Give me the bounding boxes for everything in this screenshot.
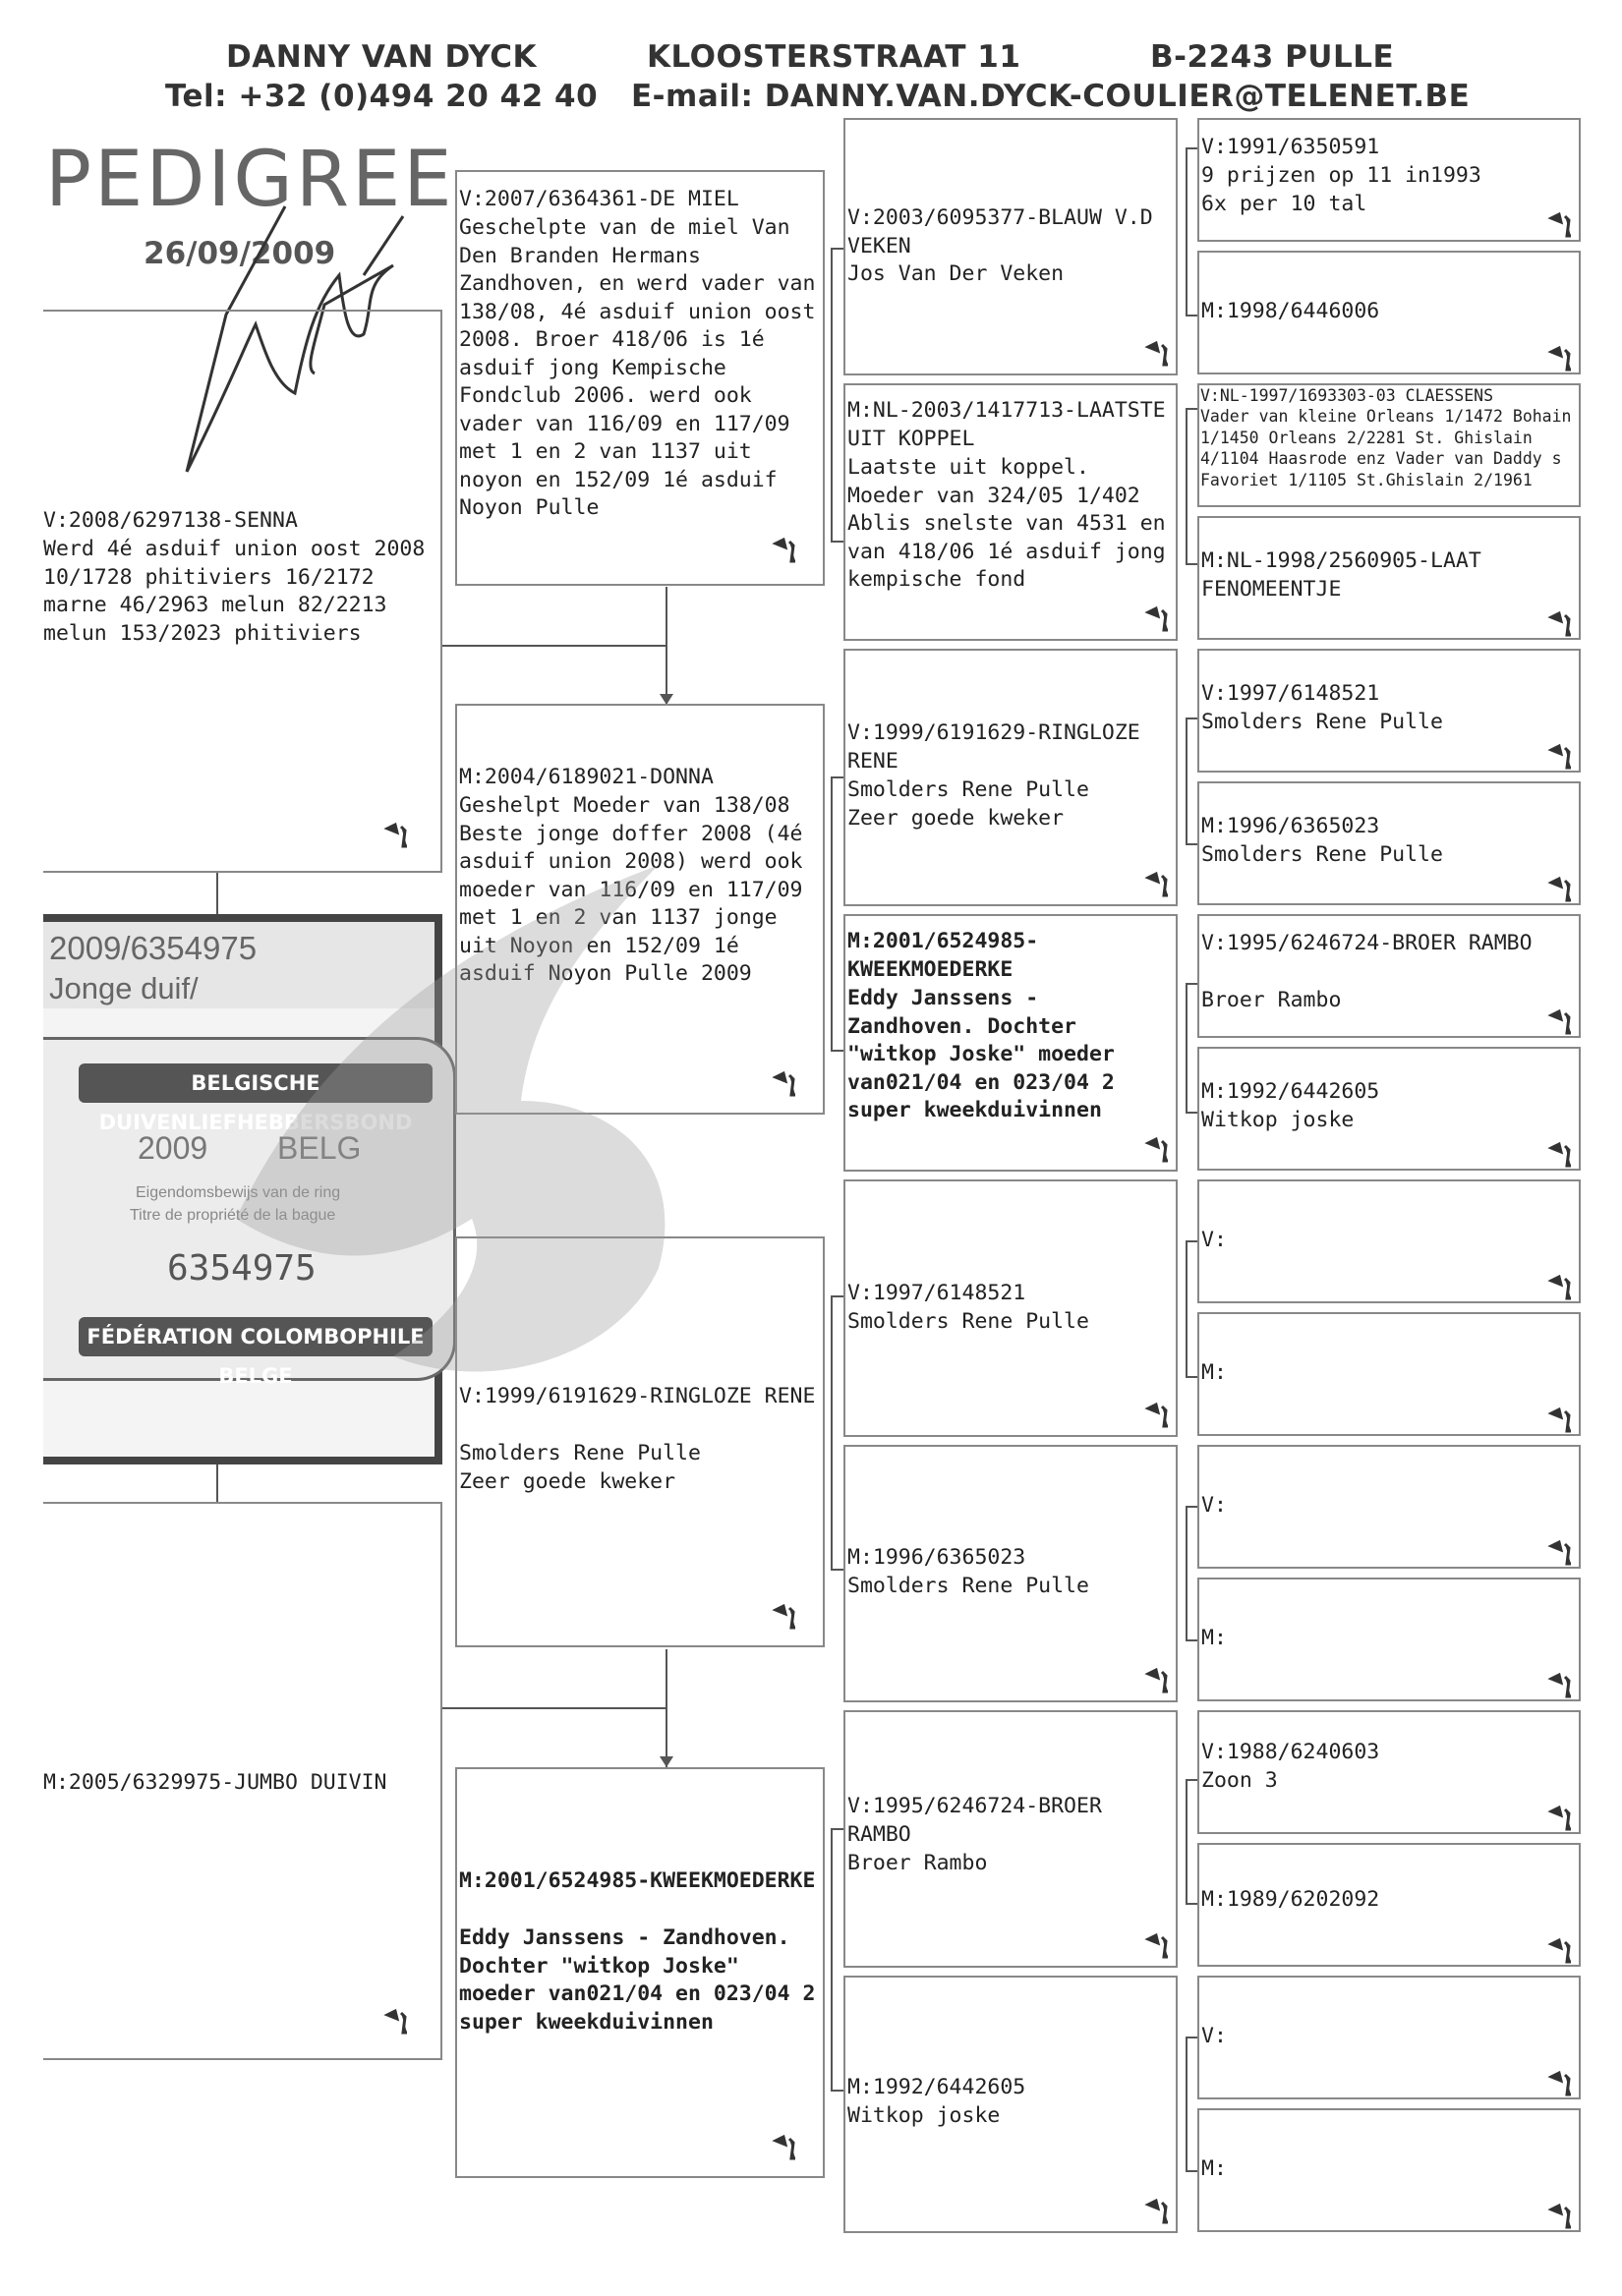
gen4-notes-12: Zoon 3 bbox=[1201, 1768, 1278, 1793]
arrow-icon bbox=[660, 1756, 673, 1767]
bracket bbox=[831, 541, 843, 543]
gen4-id-13: M:1989/6202092 bbox=[1201, 1887, 1380, 1912]
gen3-notes-5: Smolders Rene Pulle bbox=[847, 1574, 1089, 1598]
certificate-org-fr: FÉDÉRATION COLOMBOPHILE BELGE bbox=[79, 1317, 433, 1356]
bracket bbox=[1186, 843, 1197, 845]
bracket bbox=[831, 1295, 833, 1571]
pigeon-icon bbox=[1144, 604, 1174, 634]
gen4-id-2: V:NL-1997/1693303-03 CLAESSENS bbox=[1200, 386, 1494, 405]
breeder-street: KLOOSTERSTRAAT 11 bbox=[647, 39, 1021, 75]
gen4-id-14: V: bbox=[1201, 2024, 1227, 2048]
bracket bbox=[1186, 1639, 1197, 1641]
gen4-notes-7: Witkop joske bbox=[1201, 1108, 1355, 1132]
bracket bbox=[1186, 1240, 1188, 1378]
pigeon-icon bbox=[1547, 1936, 1577, 1966]
gen3-id-3: M:2001/6524985-KWEEKMOEDERKE bbox=[847, 929, 1039, 982]
pigeon-icon bbox=[772, 1602, 801, 1632]
pigeon-icon bbox=[1144, 870, 1174, 899]
bracket bbox=[831, 248, 843, 250]
gen3-notes-0: Jos Van Der Veken bbox=[847, 261, 1065, 286]
gen4-id-15: M: bbox=[1201, 2156, 1227, 2181]
gen3-id-2: V:1999/6191629-RINGLOZE RENE bbox=[847, 720, 1153, 774]
bracket bbox=[1186, 2037, 1188, 2172]
breeder-name: DANNY VAN DYCK bbox=[226, 39, 538, 75]
gen3-notes-6: Broer Rambo bbox=[847, 1851, 988, 1875]
certificate-org-nl: BELGISCHE DUIVENLIEFHEBBERSBOND bbox=[79, 1063, 433, 1103]
gen4-notes-5: Smolders Rene Pulle bbox=[1201, 842, 1443, 867]
gen4-id-5: M:1996/6365023 bbox=[1201, 814, 1380, 838]
bracket bbox=[1186, 2037, 1197, 2038]
dove-watermark bbox=[197, 806, 708, 1415]
certificate-prop-fr: Titre de propriété de la bague bbox=[130, 1207, 336, 1224]
pedigree-date: 26/09/2009 bbox=[144, 236, 336, 271]
gen3-notes-1: Laatste uit koppel. Moeder van 324/05 1/402 Ablis snelste van 4531 en van 418/06 1é asduif jong kempische fond bbox=[847, 455, 1179, 592]
bracket bbox=[1186, 718, 1197, 719]
bracket bbox=[1186, 563, 1197, 565]
pigeon-icon bbox=[1547, 1671, 1577, 1700]
connector bbox=[442, 645, 666, 647]
bracket bbox=[1186, 1240, 1197, 1242]
gen2-id-0: V:2007/6364361-DE MIEL bbox=[459, 187, 739, 211]
gen4-id-3: M:NL-1998/2560905-LAAT FENOMEENTJE bbox=[1201, 548, 1494, 602]
gen2-id-3: M:2001/6524985-KWEEKMOEDERKE bbox=[459, 1868, 816, 1893]
gen3-id-5: M:1996/6365023 bbox=[847, 1545, 1026, 1570]
bracket bbox=[831, 1828, 843, 1830]
gen2-notes-1: Geshelpt Moeder van 138/08 Beste jonge doffer 2008 (4é asduif union 2008) werd ook moeder van 116/09 en 117/09 met 1 en 2 van 1137 jonge uit Noyon en 152/09 1é asduif Noyon Pulle 2009 bbox=[459, 793, 816, 986]
bracket bbox=[1186, 1506, 1188, 1641]
pigeon-icon bbox=[1547, 875, 1577, 904]
pigeon-icon bbox=[772, 1069, 801, 1099]
gen2-notes-3: Eddy Janssens - Zandhoven. Dochter "witkop Joske" moeder van021/04 en 023/04 2 super kweekduivinnen bbox=[459, 1925, 829, 2035]
gen4-id-7: M:1992/6442605 bbox=[1201, 1079, 1380, 1104]
bracket bbox=[1186, 983, 1197, 985]
connector bbox=[216, 1464, 218, 1502]
bracket bbox=[1186, 1779, 1188, 1905]
pigeon-icon bbox=[1144, 1931, 1174, 1961]
sire-id: V:2008/6297138-SENNA bbox=[43, 508, 298, 533]
certificate-year: 2009 bbox=[138, 1130, 208, 1166]
gen2-notes-0: Geschelpte van de miel Van Den Branden Hermans Zandhoven, en werd vader van 138/08, 4é asduif union oost 2008. Broer 418/06 is 1é asduif jong Kempische Fondclub 2006. werd ook vader van 116/09 en 117/09 met 1 en 2 van 1137 uit noyon en 152/09 1é asduif Noyon Pulle bbox=[459, 215, 829, 520]
gen3-notes-3: Eddy Janssens - Zandhoven. Dochter "witkop Joske" moeder van021/04 en 023/04 2 super kweekduivinnen bbox=[847, 986, 1128, 1122]
gen3-id-6: V:1995/6246724-BROER RAMBO bbox=[847, 1794, 1115, 1847]
bracket bbox=[1186, 408, 1188, 565]
gen3-id-0: V:2003/6095377-BLAUW V.D VEKEN bbox=[847, 205, 1166, 258]
dam-id: M:2005/6329975-JUMBO DUIVIN bbox=[43, 1770, 387, 1795]
pigeon-icon bbox=[1547, 1273, 1577, 1302]
bracket bbox=[1186, 983, 1188, 1114]
gen4-notes-2: Vader van kleine Orleans 1/1472 Bohain 1/1450 Orleans 2/2281 St. Ghislain 4/1104 Haasrode enz Vader van Daddy s Favoriet 1/1105 St.Ghislain 2/1961 bbox=[1200, 407, 1582, 489]
certificate-subtitle: Jonge duif/ bbox=[49, 971, 199, 1005]
breeder-phone: Tel: +32 (0)494 20 42 40 bbox=[165, 79, 599, 114]
bracket bbox=[1186, 718, 1188, 845]
certificate-prop-nl: Eigendomsbewijs van de ring bbox=[136, 1184, 341, 1201]
pigeon-icon bbox=[1547, 1406, 1577, 1435]
pigeon-icon bbox=[772, 2133, 801, 2162]
gen2-notes-2: Smolders Rene Pulle Zeer goede kweker bbox=[459, 1441, 701, 1494]
certificate-number: 6354975 bbox=[167, 1248, 317, 1289]
gen4-id-4: V:1997/6148521 bbox=[1201, 681, 1380, 706]
bracket bbox=[1186, 1506, 1197, 1508]
bracket bbox=[831, 2090, 843, 2092]
pigeon-icon bbox=[1547, 2202, 1577, 2231]
pigeon-icon bbox=[1547, 2069, 1577, 2098]
page-title: PEDIGREE bbox=[45, 136, 455, 224]
bracket bbox=[831, 1295, 843, 1297]
gen4-notes-4: Smolders Rene Pulle bbox=[1201, 710, 1443, 734]
gen4-id-12: V:1988/6240603 bbox=[1201, 1740, 1380, 1764]
gen4-notes-6: Broer Rambo bbox=[1201, 988, 1342, 1012]
gen4-id-10: V: bbox=[1201, 1493, 1227, 1518]
pigeon-icon bbox=[1547, 1538, 1577, 1568]
gen4-notes-0: 9 prijzen op 11 in1993 6x per 10 tal bbox=[1201, 163, 1481, 216]
bracket bbox=[831, 1828, 833, 2092]
bracket bbox=[1186, 1112, 1197, 1114]
certificate-ring: 2009/6354975 bbox=[49, 930, 258, 966]
pigeon-icon bbox=[1547, 210, 1577, 240]
pigeon-icon bbox=[1144, 2197, 1174, 2226]
pigeon-icon bbox=[383, 2007, 413, 2037]
pigeon-icon bbox=[1547, 1804, 1577, 1833]
breeder-city: B-2243 PULLE bbox=[1150, 39, 1395, 75]
bracket bbox=[1186, 147, 1197, 149]
pigeon-icon bbox=[1144, 1666, 1174, 1695]
connector bbox=[666, 1649, 667, 1767]
gen4-id-1: M:1998/6446006 bbox=[1201, 299, 1380, 323]
gen4-id-0: V:1991/6350591 bbox=[1201, 135, 1380, 159]
gen3-notes-4: Smolders Rene Pulle bbox=[847, 1309, 1089, 1334]
gen2-id-1: M:2004/6189021-DONNA bbox=[459, 765, 714, 789]
bracket bbox=[1186, 1779, 1197, 1781]
gen3-notes-2: Smolders Rene Pulle Zeer goede kweker bbox=[847, 777, 1089, 831]
bracket bbox=[831, 1569, 843, 1571]
gen4-id-9: M: bbox=[1201, 1360, 1227, 1385]
gen3-id-4: V:1997/6148521 bbox=[847, 1281, 1026, 1305]
connector bbox=[666, 587, 667, 705]
gen3-id-7: M:1992/6442605 bbox=[847, 2075, 1026, 2099]
bracket bbox=[831, 776, 843, 778]
gen4-id-11: M: bbox=[1201, 1626, 1227, 1650]
bracket bbox=[1186, 1903, 1197, 1905]
bracket bbox=[1186, 1376, 1197, 1378]
bracket bbox=[1186, 147, 1188, 316]
bracket bbox=[1186, 2170, 1197, 2172]
pigeon-icon bbox=[1547, 1007, 1577, 1037]
bracket bbox=[1186, 315, 1197, 316]
pigeon-icon bbox=[772, 536, 801, 565]
bracket bbox=[1186, 408, 1197, 410]
pigeon-icon bbox=[1144, 339, 1174, 369]
certificate-country: BELG bbox=[277, 1130, 362, 1166]
gen3-notes-7: Witkop joske bbox=[847, 2103, 1001, 2128]
pigeon-icon bbox=[1547, 609, 1577, 639]
gen3-id-1: M:NL-2003/1417713-LAATSTE UIT KOPPEL bbox=[847, 398, 1179, 451]
gen2-id-2: V:1999/6191629-RINGLOZE RENE bbox=[459, 1384, 816, 1408]
breeder-email: E-mail: DANNY.VAN.DYCK-COULIER@TELENET.BE bbox=[631, 79, 1471, 114]
pigeon-icon bbox=[1547, 742, 1577, 772]
bracket bbox=[831, 248, 833, 543]
gen4-id-6: V:1995/6246724-BROER RAMBO bbox=[1201, 931, 1533, 955]
connector bbox=[442, 1707, 666, 1709]
pigeon-icon bbox=[1547, 1140, 1577, 1170]
bracket bbox=[831, 1050, 843, 1052]
bracket bbox=[831, 776, 833, 1052]
pigeon-icon bbox=[1144, 1135, 1174, 1165]
pigeon-icon bbox=[1547, 344, 1577, 373]
pigeon-icon bbox=[1144, 1401, 1174, 1430]
sire-notes: Werd 4é asduif union oost 2008 10/1728 phitiviers 16/2172 marne 46/2963 melun 82/2213 melun 153/2023 phitiviers bbox=[43, 537, 438, 646]
gen4-id-8: V: bbox=[1201, 1228, 1227, 1252]
